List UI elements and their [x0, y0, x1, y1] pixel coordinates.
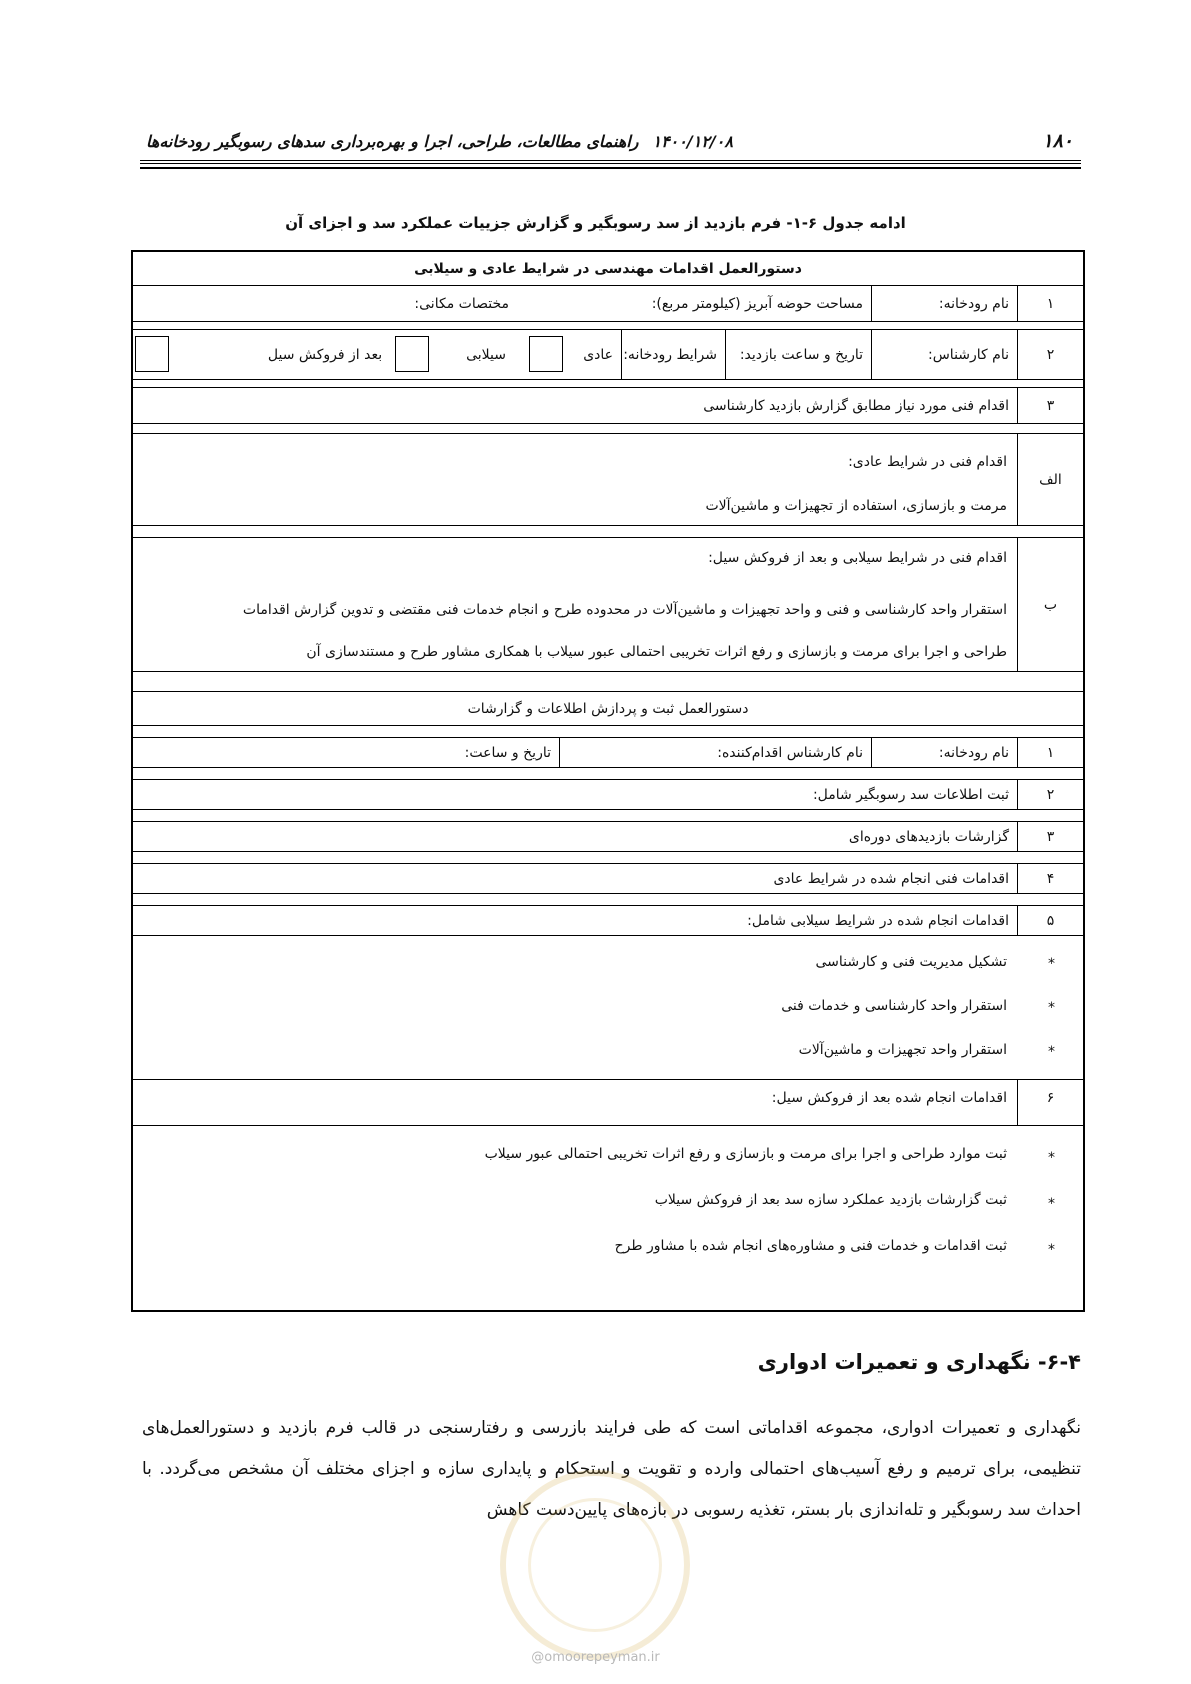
- body-paragraph: نگهداری و تعمیرات ادواری، مجموعه اقداماتی است که طی فرایند بازرسی و رفتارسنجی در قالب فرم بازدید و دستورالعمل‌های تنظیمی، برای ترمیم و رفع آسیب‌های احتمالی وارده و تقویت و استحکام و پایداری سازه و اجزای مختلف آن مشخص می‌گردد. با احداث سد رسوبگیر و تله‌اندازی بار بستر، تغذیه رسوبی در بازه‌های پایین‌دست کاهش: [142, 1418, 1081, 1520]
- bullet: *: [1048, 1044, 1055, 1060]
- s1-row-b: [133, 538, 1083, 672]
- river-name-field[interactable]: نام رودخانه:: [871, 286, 1017, 321]
- table-caption: ادامه جدول ۶-۱- فرم بازدید از سد رسوبگیر و گزارش جزییات عملکرد سد و اجزای آن: [285, 214, 906, 232]
- normal-label: عادی: [583, 346, 613, 363]
- row-number: ۳: [1017, 822, 1083, 851]
- list-item: استقرار واحد کارشناسی و خدمات فنی: [781, 998, 1007, 1014]
- list-item: تشکیل مدیریت فنی و کارشناسی: [815, 954, 1007, 970]
- row-number: ۶: [1017, 1080, 1083, 1125]
- normal-action-title: اقدام فنی در شرایط عادی:: [848, 454, 1007, 470]
- bullet: *: [1048, 1196, 1055, 1212]
- spacer: [133, 672, 1083, 692]
- row-number: ۳: [1017, 388, 1083, 423]
- section2-title: دستورالعمل ثبت و پردازش اطلاعات و گزارشات: [467, 700, 749, 717]
- visit-form-table: [131, 250, 1085, 1312]
- s1-row-a: [133, 434, 1083, 526]
- spacer: [133, 894, 1083, 906]
- spacer: [133, 424, 1083, 434]
- after-flood-label: بعد از فروکش سیل: [267, 346, 383, 363]
- s2-row-1: [133, 738, 1083, 768]
- watermark-seal-ring: [528, 1498, 662, 1632]
- s1-row-2: [133, 330, 1083, 380]
- bullet: *: [1048, 1150, 1055, 1166]
- bullet: *: [1048, 1242, 1055, 1258]
- after-flood-actions-record: اقدامات انجام شده بعد از فروکش سیل:: [771, 1090, 1007, 1106]
- flood-actions-record: اقدامات انجام شده در شرایط سیلابی شامل:: [747, 912, 1009, 929]
- book-title: راهنمای مطالعات، طراحی، اجرا و بهره‌برداری سدهای رسوبگیر رودخانه‌ها: [146, 132, 639, 151]
- watermark-seal: [500, 1470, 690, 1660]
- normal-action-detail: مرمت و بازسازی، استفاده از تجهیزات و ماشین‌آلات: [705, 498, 1007, 514]
- running-title: [146, 132, 733, 151]
- after-flood-checkbox[interactable]: [135, 336, 169, 372]
- watermark-url: @omoorepeyman.ir: [531, 1650, 660, 1665]
- flood-action-title: اقدام فنی در شرایط سیلابی و بعد از فروکش سیل:: [708, 550, 1007, 566]
- acting-expert-field[interactable]: نام کارشناس اقدام‌کننده:: [559, 738, 871, 767]
- bullet: *: [1048, 1000, 1055, 1016]
- s2-row-3: [133, 822, 1083, 852]
- periodic-reports: گزارشات بازدیدهای دوره‌ای: [848, 828, 1009, 845]
- bullet: *: [1048, 956, 1055, 972]
- spacer: [133, 810, 1083, 822]
- spacer: [133, 768, 1083, 780]
- section1-title-row: [133, 252, 1083, 286]
- spacer: [133, 526, 1083, 538]
- section1-title: دستورالعمل اقدامات مهندسی در شرایط عادی و سیلابی: [414, 260, 802, 277]
- row-number: ۱: [1017, 738, 1083, 767]
- list-item: استقرار واحد تجهیزات و ماشین‌آلات: [798, 1042, 1007, 1058]
- page-header: [140, 126, 1081, 164]
- basin-area-field[interactable]: مساحت حوضه آبریز (کیلومتر مربع):: [651, 295, 863, 312]
- s1-row-1: [133, 286, 1083, 322]
- dam-info-record: ثبت اطلاعات سد رسوبگیر شامل:: [812, 786, 1009, 803]
- section-heading: ۶-۴- نگهداری و تعمیرات ادواری: [757, 1350, 1081, 1374]
- row-number: الف: [1017, 434, 1083, 525]
- flood-action-detail-1: استقرار واحد کارشناسی و فنی و واحد تجهیزات و ماشین‌آلات در محدوده طرح و انجام خدمات فنی مقتضی و تدوین گزارش اقدامات: [242, 602, 1007, 618]
- visit-datetime-field[interactable]: تاریخ و ساعت بازدید:: [725, 330, 871, 379]
- spacer: [133, 380, 1083, 388]
- s1-row-3: [133, 388, 1083, 424]
- row-number: ۲: [1017, 780, 1083, 809]
- row-number: ۲: [1017, 330, 1083, 379]
- list-item: ثبت گزارشات بازدید عملکرد سازه سد بعد از فروکش سیلاب: [654, 1192, 1007, 1208]
- row-number: ۱: [1017, 286, 1083, 321]
- river-name-field[interactable]: نام رودخانه:: [871, 738, 1017, 767]
- list-item: ثبت اقدامات و خدمات فنی و مشاوره‌های انجام شده با مشاور طرح: [614, 1238, 1007, 1254]
- spacer: [133, 852, 1083, 864]
- flood-checkbox[interactable]: [395, 336, 429, 372]
- row-number: ۴: [1017, 864, 1083, 893]
- expert-name-field[interactable]: نام کارشناس:: [871, 330, 1017, 379]
- list-item: ثبت موارد طراحی و اجرا برای مرمت و بازسازی و رفع اثرات تخریبی احتمالی عبور سیلاب: [484, 1146, 1007, 1162]
- section2-title-row: [133, 692, 1083, 726]
- technical-action-required: اقدام فنی مورد نیاز مطابق گزارش بازدید کارشناسی: [703, 397, 1009, 414]
- datetime-field[interactable]: تاریخ و ساعت:: [464, 744, 551, 761]
- s2-row-5-items: [133, 936, 1083, 1080]
- s2-row-6: [133, 1080, 1083, 1126]
- row-number: ب: [1017, 538, 1083, 671]
- s2-row-2: [133, 780, 1083, 810]
- normal-checkbox[interactable]: [529, 336, 563, 372]
- coordinates-field[interactable]: مختصات مکانی:: [414, 295, 509, 312]
- flood-label: سیلابی: [466, 346, 506, 363]
- spacer: [133, 726, 1083, 738]
- page-number: ۱۸۰: [1042, 130, 1073, 152]
- s2-row-4: [133, 864, 1083, 894]
- flood-action-detail-2: طراحی و اجرا برای مرمت و بازسازی و رفع اثرات تخریبی احتمالی عبور سیلاب با همکاری مشاور طرح و مستندسازی آن: [306, 644, 1007, 660]
- normal-actions-record: اقدامات فنی انجام شده در شرایط عادی: [773, 870, 1009, 887]
- row-number: ۵: [1017, 906, 1083, 935]
- s2-row-5: [133, 906, 1083, 936]
- river-conditions-label: شرایط رودخانه:: [621, 330, 725, 379]
- spacer: [133, 322, 1083, 330]
- header-date: ۱۴۰۰/۱۲/۰۸: [652, 132, 733, 151]
